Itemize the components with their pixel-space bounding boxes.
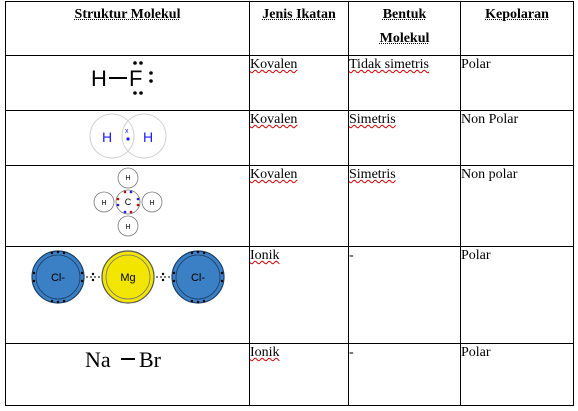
cell-kepolaran: Non Polar (461, 111, 574, 166)
header-bentuk-molekul: Bentuk Molekul (349, 2, 461, 56)
ch4-h-right: H (148, 200, 155, 207)
hf-lewis-structure (83, 56, 173, 100)
cell-jenis: Kovalen (250, 166, 349, 247)
cell-jenis: Kovalen (250, 111, 349, 166)
table-row (6, 247, 574, 344)
cell-bentuk: - (349, 247, 461, 344)
svg-text:Mg: Mg (119, 272, 136, 284)
cl-ion-right (172, 251, 224, 303)
structure-ch4 (6, 166, 250, 247)
cell-kepolaran: Polar (461, 247, 574, 344)
table-row (6, 166, 574, 247)
ch4-orbital-diagram (92, 166, 164, 238)
structure-nabr (6, 344, 250, 406)
header-row (6, 2, 574, 56)
h2-left-h: H (101, 129, 112, 145)
nabr-na-symbol: Na (84, 347, 111, 372)
cell-bentuk: Tidak simetris (349, 56, 461, 111)
header-jenis-ikatan: Jenis Ikatan (250, 2, 349, 56)
structure-h2 (6, 111, 250, 166)
cell-bentuk: Simetris (349, 166, 461, 247)
ch4-h-left: H (100, 200, 107, 207)
table-row (6, 344, 574, 406)
h2-right-h: H (142, 129, 153, 145)
hf-h-symbol: H (90, 66, 107, 91)
structure-mgcl2 (6, 247, 250, 344)
ch4-h-top: H (124, 175, 131, 182)
cell-bentuk: Simetris (349, 111, 461, 166)
h2-orbital-diagram (88, 111, 168, 161)
header-struktur: Struktur Molekul (6, 2, 250, 56)
cell-kepolaran: Polar (461, 56, 574, 111)
cell-kepolaran: Non polar (461, 166, 574, 247)
nabr-structure (83, 344, 173, 374)
cell-jenis: Ionik (250, 247, 349, 344)
svg-text:Cl-: Cl- (50, 272, 65, 284)
structure-hf (6, 56, 250, 111)
cell-bentuk: - (349, 344, 461, 406)
cell-kepolaran: Polar (461, 344, 574, 406)
molecule-table (5, 1, 574, 406)
mgcl2-ionic-diagram (28, 247, 228, 307)
ch4-h-bottom: H (124, 224, 131, 231)
hf-f-symbol: F (128, 66, 142, 91)
cell-jenis: Kovalen (250, 56, 349, 111)
table-row (6, 111, 574, 166)
header-kepolaran: Kepolaran (461, 2, 574, 56)
ch4-c-symbol: C (124, 197, 131, 207)
table-row (6, 56, 574, 111)
cell-jenis: Ionik (250, 344, 349, 406)
svg-text:Cl-: Cl- (190, 272, 205, 284)
mg-ion (102, 251, 154, 303)
svg-text:x: x (124, 128, 128, 135)
nabr-br-symbol: Br (138, 347, 161, 372)
cl-ion-left (32, 251, 84, 303)
